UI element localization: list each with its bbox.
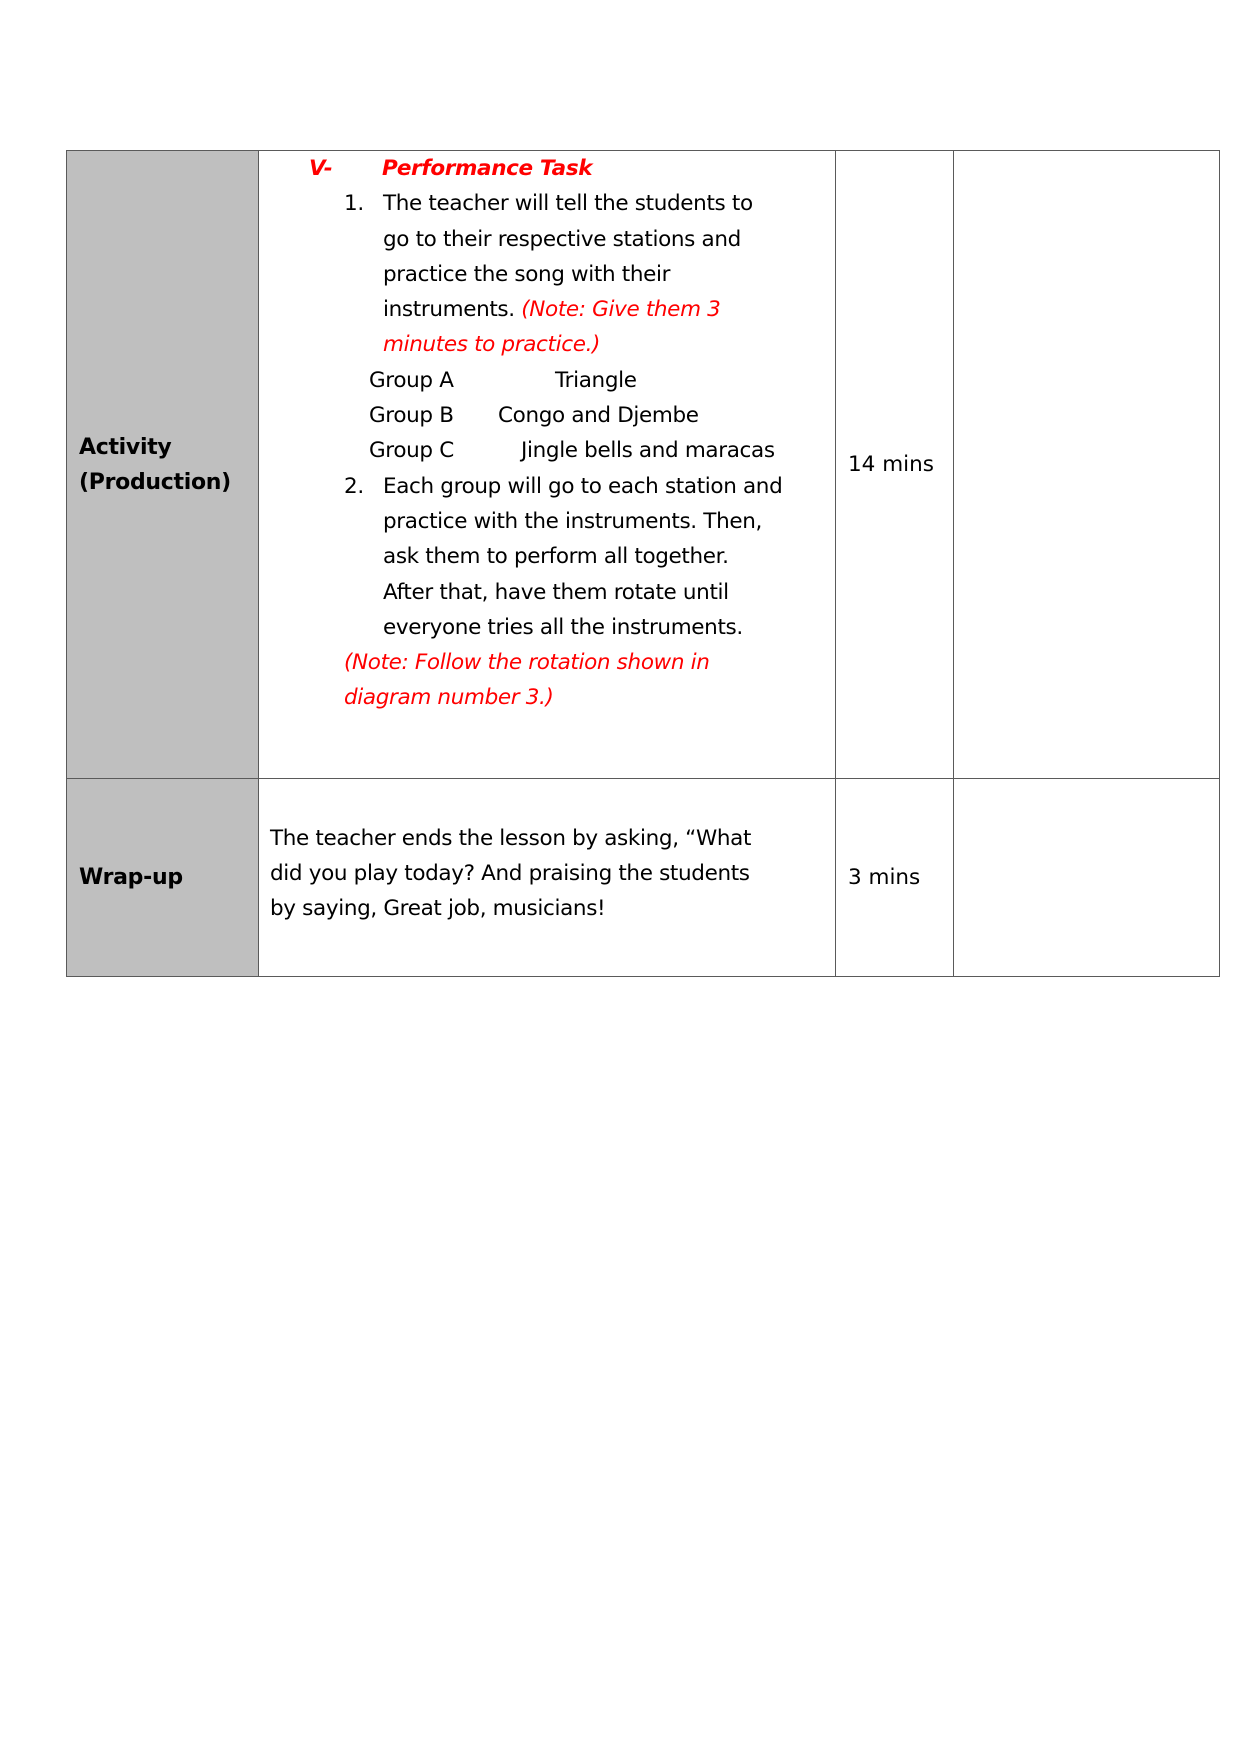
- list-item-text: practice the song with their: [383, 261, 671, 287]
- section-numeral: V-: [309, 156, 333, 181]
- practice-note-continued: [259, 327, 835, 362]
- time-value: 3 mins: [848, 865, 921, 890]
- list-item-1-line: [259, 292, 835, 327]
- list-item-2-line: [259, 610, 835, 645]
- group-row-a: [259, 363, 835, 398]
- group-instrument: Congo and Djembe: [498, 403, 699, 429]
- stage-cell-activity: [67, 151, 259, 779]
- wrap-up-text-line: did you play today? And praising the students: [270, 860, 750, 886]
- time-cell-wrap-up: [836, 779, 954, 977]
- group-name: Group A: [369, 367, 454, 393]
- list-item-2-line: [259, 504, 835, 539]
- section-title: Performance Task: [382, 156, 593, 181]
- list-item-text: Each group will go to each station and: [383, 473, 783, 499]
- stage-cell-wrap-up: [67, 779, 259, 977]
- list-number-1: 1.: [344, 191, 364, 217]
- notes-cell-activity: [954, 151, 1220, 779]
- list-number-2: 2.: [344, 473, 364, 499]
- list-item-text: everyone tries all the instruments.: [383, 614, 743, 640]
- group-row-c: [259, 433, 835, 468]
- list-item-text: go to their respective stations and: [383, 226, 741, 252]
- stage-label-line2: (Production): [79, 469, 231, 495]
- time-cell-activity: [836, 151, 954, 779]
- stage-label-line1: Activity: [79, 434, 172, 460]
- procedure-cell-wrap-up: [259, 779, 836, 977]
- list-item-1-line: [259, 222, 835, 257]
- group-instrument: Jingle bells and maracas: [521, 438, 775, 464]
- list-item-1-line: [259, 186, 835, 221]
- group-instrument: Triangle: [555, 367, 637, 393]
- list-item-2-line: [259, 539, 835, 574]
- procedure-content: [259, 151, 835, 716]
- table-row-wrap-up: [67, 779, 1220, 977]
- practice-note-text: minutes to practice.): [383, 332, 601, 358]
- practice-note: (Note: Give them 3: [521, 297, 721, 323]
- lesson-plan-table: [66, 150, 1220, 977]
- time-value: 14 mins: [848, 452, 934, 477]
- list-item-text: After that, have them rotate until: [383, 579, 729, 605]
- rotation-note-line1: (Note: Follow the rotation shown in: [344, 650, 710, 676]
- wrap-up-text-line: by saying, Great job, musicians!: [270, 896, 606, 922]
- list-item-1-line: [259, 257, 835, 292]
- group-name: Group B: [369, 403, 454, 429]
- table-row-activity: [67, 151, 1220, 779]
- section-heading: [259, 151, 835, 186]
- list-item-2-line: [259, 575, 835, 610]
- list-item-text: The teacher will tell the students to: [383, 191, 753, 217]
- list-item-2-line: [259, 469, 835, 504]
- list-item-text: instruments.: [383, 297, 515, 323]
- group-name: Group C: [369, 438, 454, 464]
- list-item-text: ask them to perform all together.: [383, 544, 729, 570]
- wrap-up-text-line: The teacher ends the lesson by asking, “What: [270, 825, 752, 851]
- group-row-b: [259, 398, 835, 433]
- rotation-note-line2: diagram number 3.): [344, 685, 554, 711]
- notes-cell-wrap-up: [954, 779, 1220, 977]
- procedure-cell-activity: [259, 151, 836, 779]
- list-item-text: practice with the instruments. Then,: [383, 508, 762, 534]
- stage-label: Wrap-up: [79, 865, 183, 890]
